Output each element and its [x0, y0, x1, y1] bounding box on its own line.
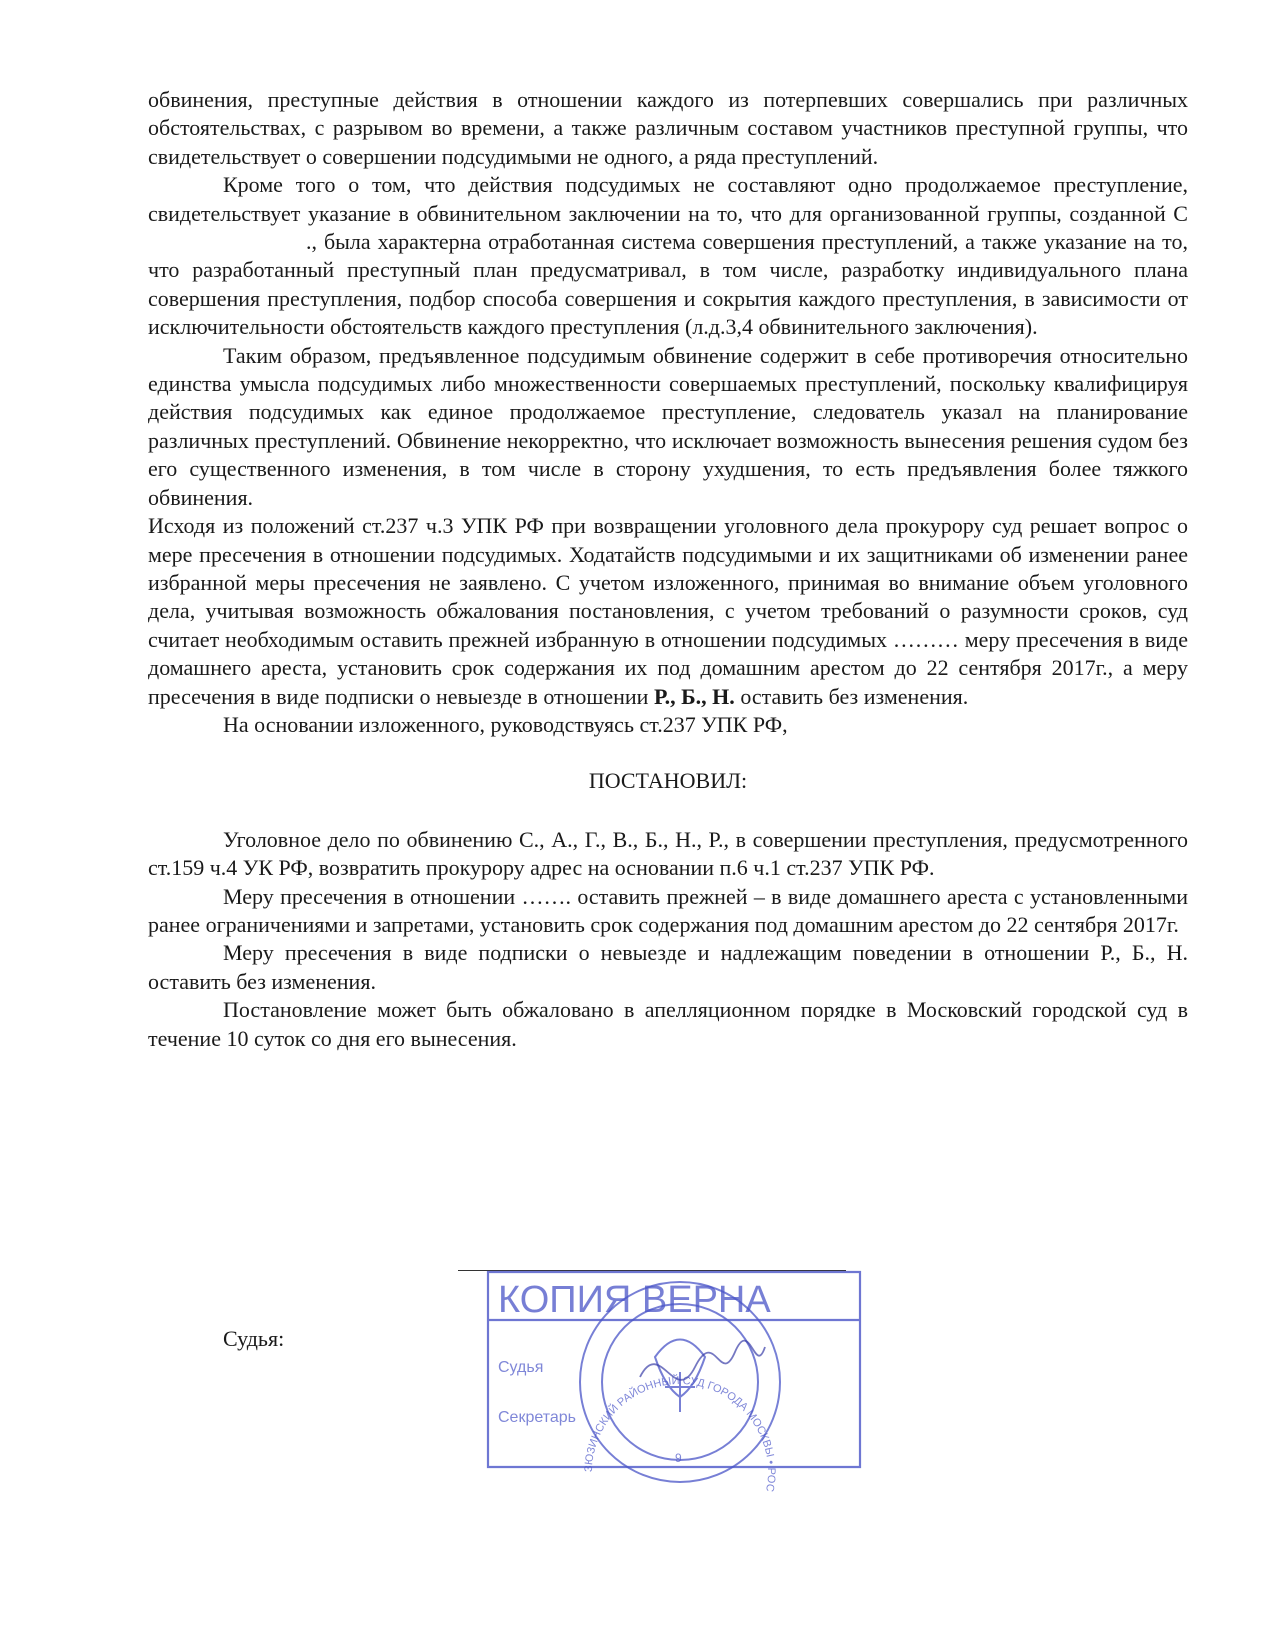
resolution-item-1: Уголовное дело по обвинению С., А., Г., В., Б., Н., Р., в совершении преступления, предусмотренного ст.159 ч.4 УК РФ, возвратить прокурору адрес на основании п.6 ч.1 ст.237 УПК РФ. [148, 826, 1188, 881]
paragraph-3: Таким образом, предъявленное подсудимым обвинение содержит в себе противоречия относительно единства умысла подсудимых либо множественности совершаемых преступлений, поскольку квалифицируя действия подсудимых как единое продолжаемое преступление, следователь указал на планирование различных преступлений. Обвинение некорректно, что исключает возможность вынесения решения судом без его существенного изменения, в том числе в сторону ухудшения, то есть предъявления более тяжкого обвинения. [148, 342, 1188, 510]
stamp-field-secretary: Секретарь [498, 1409, 576, 1426]
judge-handwritten-signature [640, 1341, 765, 1380]
paragraph-4 [148, 512, 1188, 711]
paragraph-2 [148, 171, 1188, 341]
judge-signature-label: Судья: [223, 1326, 285, 1351]
resolution-item-2: Меру пресечения в отношении ……. оставить прежней – в виде домашнего ареста с установленными ранее ограничениями и запретами, установить срок содержания под домашним арестом до 22 сентября 2017г. [148, 883, 1188, 937]
stamp-number: 9 [675, 1451, 682, 1465]
paragraph-4-text: Исходя из положений ст.237 ч.3 УПК РФ при возвращении уголовного дела прокурору суд решает вопрос о мере пресечения в отношении подсудимых. Ходатайств подсудимыми и их защитниками об изменении ранее избранной меры пресечения не заявлено. С учетом изложенного, принимая во внимание объем уголовного дела, учитывая возможность обжалования постановления, с учетом требований о разумности сроков, суд считает необходимым оставить прежней избранную в отношении подсудимых ……… меру пресечения в виде домашнего ареста, установить срок содержания их под домашним арестом до 22 сентября 2017г., а меру пресечения в виде подписки о невыезде в отношении [148, 513, 1188, 709]
stamp-field-judge: Судья [498, 1359, 544, 1376]
document-body [148, 86, 1188, 1053]
paragraph-2-part-2: ., была характерна отработанная система совершения преступлений, а также указание на то, что разработанный преступный план предусматривал, в том числе, разработку индивидуального плана совершения преступления, подбор способа совершения и сокрытия каждого преступления, в зависимости от исключительности обстоятельств каждого преступления (л.д.3,4 обвинительного заключения). [148, 229, 1188, 340]
paragraph-2-part-1: Кроме того о том, что действия подсудимых не составляют одно продолжаемое преступление, свидетельствует указание в обвинительном заключении на то, что для организованной группы, созданной С [148, 172, 1188, 226]
stamp-title: КОПИЯ ВЕРНА [498, 1279, 771, 1321]
resolution-heading: ПОСТАНОВИЛ: [588, 768, 748, 794]
court-stamp [470, 1262, 870, 1492]
paragraph-4-tail: оставить без изменения. [740, 683, 969, 709]
paragraph-1: обвинения, преступные действия в отношении каждого из потерпевших совершались при различных обстоятельствах, с разрывом во времени, а также различным составом участников преступной группы, что свидетельствует о совершении подсудимыми не одного, а ряда преступлений. [148, 87, 1188, 169]
resolution-item-4: Постановление может быть обжаловано в апелляционном порядке в Московский городской суд в течение 10 суток со дня его вынесения. [148, 997, 1188, 1051]
resolution-item-3: Меру пресечения в виде подписки о невыезде и надлежащим поведении в отношении Р., Б., Н. оставить без изменения. [148, 940, 1188, 994]
stamp-ring-path: ЗЮЗИНСКИЙ РАЙОННЫЙ СУД ГОРОДА МОСКВЫ • РОС [582, 1374, 778, 1492]
paragraph-4-names: Р., Б., Н. [653, 683, 735, 709]
paragraph-5: На основании изложенного, руководствуясь ст.237 УПК РФ, [223, 711, 788, 737]
